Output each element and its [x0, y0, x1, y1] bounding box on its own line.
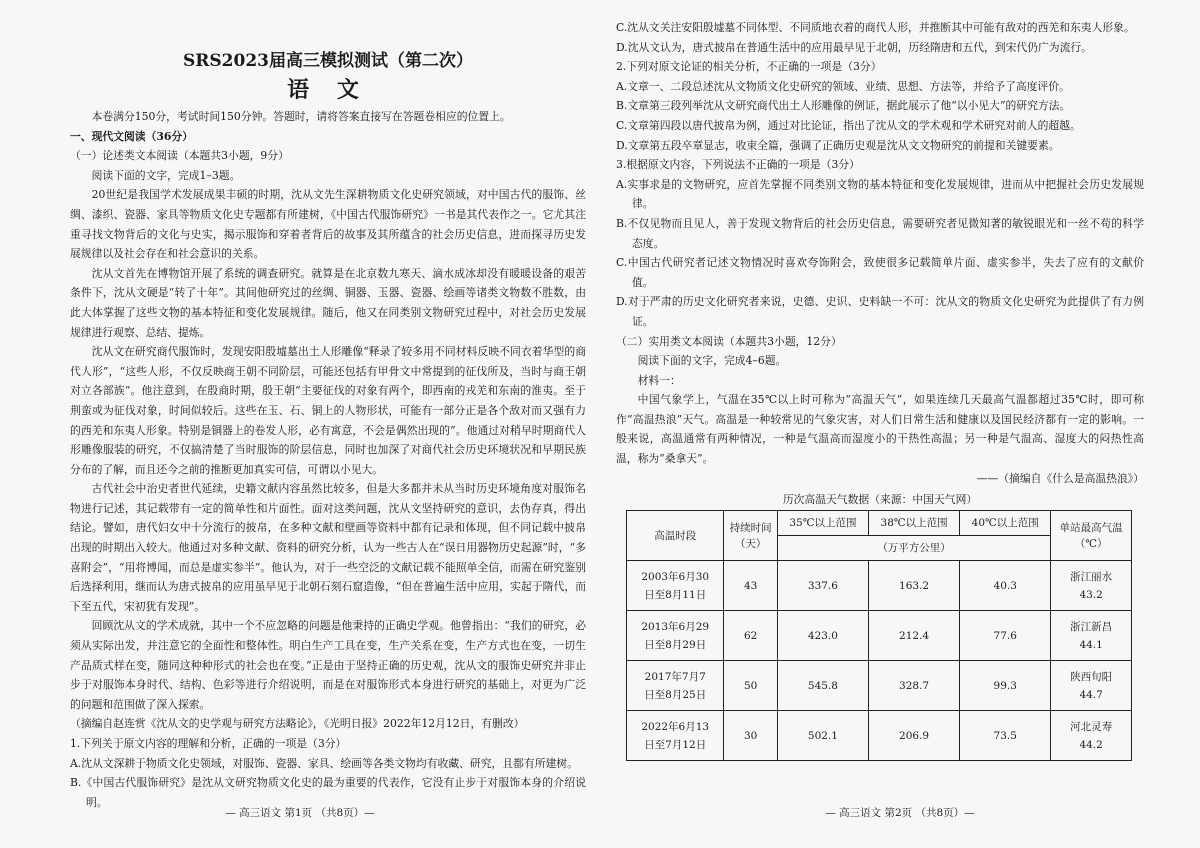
cell-period: 2017年7月7 日至8月25日	[627, 661, 724, 711]
question-2-option-a: A.文章一、二段总述沈从文物质文化史研究的领域、业绩、思想、方法等，并给予了高度评价。	[616, 79, 1070, 93]
header-above-35: 35℃以上范围	[777, 511, 868, 536]
cell-days: 43	[724, 561, 777, 611]
reading-instruction: 阅读下面的文字，完成4–6题。	[637, 354, 787, 368]
header-days: 持续时间（天）	[724, 511, 777, 561]
cell-period: 2013年6月29 日至8月29日	[627, 611, 724, 661]
subsection-heading: （二）实用类文本阅读（本题共3小题，12分）	[616, 334, 842, 348]
cell-max-temp: 浙江丽水 43.2	[1051, 561, 1132, 611]
passage-paragraph: 古代社会中治史者世代延续，史籍文献内容虽然比较多，但是大多都并未从当时历史环境角度对服饰名物进行记述，其记载带有一定的简单性和片面性。面对这类问题，沈从文坚持研究的意识，去伪存真，得出结论。譬如，唐代妇女中十分流行的披帛，在多种文献和壁画等资料中都有记录和体现，但不同记载中披帛出现的时期出入较大。他通过对多种文献、资料的研究分析，认为一些古人在“误日用器物历史起源”时，“多喜附会”，“用将博闻，而总是虚实参半”。他认为，对于一些空泛的文献记载不能照单全信，而需在研究鉴别后选择利用，继而认为唐式披帛的应用虽早见于北朝石刻石窟造像，“但在普遍生活中应用，实起于隋代，而下至五代，宋初犹有发现”。	[70, 482, 586, 613]
question-2-option-c: C.文章第四段以唐代披帛为例，通过对比论证，指出了沈从文的学术观和学术研究对前人的超越。	[616, 118, 1081, 132]
cell-above-38: 212.4	[869, 611, 960, 661]
cell-days: 62	[724, 611, 777, 661]
question-3-option-d: D.对于严肃的历史文化研究者来说，史德、史识、史料缺一不可：沈从文的物质文化史研究为此提供了有力例证。	[616, 295, 1144, 328]
question-1-option-a: A.沈从文深耕于物质文化史领域，对服饰、瓷器、家具、绘画等各类文物均有收藏、研究，且都有所建树。	[70, 756, 578, 770]
section-heading: 一、现代文阅读（36分）	[70, 129, 193, 143]
table-row	[627, 711, 1132, 761]
exam-title: SRS2023届高三模拟测试（第二次）	[183, 51, 473, 71]
cell-days: 30	[724, 711, 777, 761]
question-2-option-d: D.文章第五段卒章显志，收束全篇，强调了正确历史观是沈从文文物研究的前提和关键要素。	[616, 138, 1060, 152]
page-footer: — 高三语文 第2页 （共8页）—	[825, 807, 975, 819]
material-source: ——（摘编自《什么是高温热浪》）	[976, 471, 1144, 485]
cell-above-35: 502.1	[777, 711, 868, 761]
cell-above-38: 206.9	[869, 711, 960, 761]
material-paragraph: 中国气象学上，气温在35℃以上时可称为“高温天气”，如果连续几天最高气温都超过35℃时，即可称作“高温热浪”天气。高温是一种较常见的气象灾害，对人们日常生活和健康以及国民经济都有一定的影响。一般来说，高温通常有两种情况，一种是气温高而湿度小的干热性高温；另一种是气温高、湿度大的闷热性高温，称为“桑拿天”。	[616, 393, 1144, 466]
cell-above-35: 545.8	[777, 661, 868, 711]
cell-period: 2003年6月30 日至8月11日	[627, 561, 724, 611]
header-unit: （万平方公里）	[777, 536, 1050, 561]
question-2: 2.下列对原文论证的相关分析，不正确的一项是（3分）	[616, 60, 882, 74]
header-above-40: 40℃以上范围	[960, 511, 1051, 536]
question-3-option-a: A.实事求是的文物研究，应首先掌握不同类别文物的基本特征和变化发展规律，进而从中把握社会历史发展规律。	[616, 177, 1144, 211]
table-caption: 历次高温天气数据（来源：中国天气网）	[782, 493, 978, 507]
cell-above-40: 77.6	[960, 611, 1051, 661]
reading-instruction: 阅读下面的文字，完成1–3题。	[91, 168, 241, 182]
passage-source: （摘编自赵连赏《沈从文的史学观与研究方法略论》，《光明日报》2022年12月12日，有删改）	[70, 717, 525, 731]
page-2	[600, 0, 1200, 848]
cell-days: 50	[724, 661, 777, 711]
cell-above-35: 337.6	[777, 561, 868, 611]
cell-max-temp: 河北灵寿 44.2	[1051, 711, 1132, 761]
cell-above-40: 99.3	[960, 661, 1051, 711]
exam-subject: 语 文	[287, 77, 369, 103]
header-above-38: 38℃以上范围	[869, 511, 960, 536]
cell-above-35: 423.0	[777, 611, 868, 661]
question-1-option-c: C.沈从文关注安阳殷墟墓不同体型、不同质地衣着的商代人形，并推断其中可能有敌对的西羌和东夷人形象。	[616, 21, 1135, 34]
question-3-option-c: C.中国古代研究者记述文物情况时喜欢夸饰附会，致使很多记载简单片面、虚实参半，失去了应有的文献价值。	[616, 256, 1144, 289]
table-header-row	[627, 511, 1132, 536]
passage-paragraph: 20世纪是我国学术发展成果丰硕的时期，沈从文先生深耕物质文化史研究领域，对中国古代的服饰、丝绸、漆织、瓷器、家具等物质文化史专题都有所建树，《中国古代服饰研究》一书是其代表作之一。它尤其注重寻找文物背后的文化与史实，揭示服饰和穿着者背后的故事及其所蕴含的社会历史信息，进而探寻历史发展规律以及社会存在和社会意识的关系。	[70, 188, 586, 261]
cell-above-38: 163.2	[869, 561, 960, 611]
table-row	[627, 661, 1132, 711]
exam-intro: 本卷满分150分，考试时间150分钟。答题时，请将答案直接写在答题卷相应的位置上。	[91, 110, 511, 123]
cell-above-40: 73.5	[960, 711, 1051, 761]
header-period: 高温时段	[627, 511, 724, 561]
question-1-option-d: D.沈从文认为，唐式披帛在普通生活中的应用最早见于北朝，历经隋唐和五代，到宋代仍广为流行。	[616, 40, 1092, 54]
cell-period: 2022年6月13 日至7月12日	[627, 711, 724, 761]
passage-paragraph: 沈从文在研究商代服饰时，发现安阳殷墟墓出土人形雕像“释录了较多用不同材料反映不同衣着华型的商代人形”，“这些人形，不仅反映商王朝不同阶层，可能还包括有甲骨文中常提到的征伐所及，当时与商王朝对立各部族”。他注意到，在殷商时期，殷王朝“主要征伐的对象有两个，即西南的戎羌和东南的淮夷。至于荆蛮或为征伐对象，时间似较后。这些在玉、石、铜上的人物形状，可能有一部分正是各个敌对而又强有力的西羌和东夷人形象。特别是铜器上的卷发人形，必有寓意，不会是偶然出现的”。他通过对稍早时期商代人形雕像服装的研究，不仅搞清楚了当时服饰的阶层信息，同时也加深了对商代社会历史环境状况和早期民族分布的了解，而且还今之前的推断更加真实可信，可谓以小见大。	[70, 345, 586, 476]
cell-above-40: 40.3	[960, 561, 1051, 611]
table-row	[627, 611, 1132, 661]
cell-max-temp: 浙江新昌 44.1	[1051, 611, 1132, 661]
question-3-option-b: B.不仅见物而且见人，善于发现文物背后的社会历史信息，需要研究者见微知著的敏锐眼光和一丝不苟的科学态度。	[616, 216, 1144, 250]
question-1-option-b: B.《中国古代服饰研究》是沈从文研究物质文化史的最为重要的代表作，它没有止步于对服饰本身的介绍说明。	[70, 776, 586, 809]
table-row	[627, 561, 1132, 611]
heat-data-table	[626, 510, 1132, 761]
passage-paragraph: 回顾沈从文的学术成就，其中一个不应忽略的问题是他秉持的正确史学观。他曾指出：“我们的研究，必须从实际出发，并注意它的全面性和整体性。明白生产工具在变，生产关系在变，生产方式也在变，一切生产品质式样在变，随同这种种形式的社会也在变。”正是由于坚持正确的历史观，沈从文的服饰史研究并非止步于对服饰本身时代、结构、色彩等进行介绍说明，而是在对服饰形式本身进行研究的基础上，对更为广泛的问题和范围做了深入探索。	[70, 619, 586, 711]
subsection-heading: （一）论述类文本阅读（本题共3小题，9分）	[70, 149, 289, 163]
cell-above-38: 328.7	[869, 661, 960, 711]
passage-paragraph: 沈从文首先在博物馆开展了系统的调查研究。就算是在北京数九寒天、滴水成冰却没有暖暖设备的艰苦条件下，沈从文硬是“转了十年”。其间他研究过的丝绸、铜器、玉器、瓷器、绘画等诸类文物数不胜数，由此大体掌握了这些文物的基本特征和变化发展规律。随后，他又在同类别文物研究过程中，对社会历史发展规律进行观察、总结、提炼。	[70, 266, 586, 339]
header-max-temp: 单站最高气温（℃）	[1051, 511, 1132, 561]
question-1: 1.下列关于原文内容的理解和分析，正确的一项是（3分）	[70, 737, 347, 750]
page-footer: — 高三语文 第1页 （共8页）—	[225, 807, 375, 819]
cell-max-temp: 陕西旬阳 44.7	[1051, 661, 1132, 711]
question-2-option-b: B.文章第三段列举沈从文研究商代出土人形雕像的例证，据此展示了他“以小见大”的研究方法。	[616, 99, 1071, 113]
question-3: 3.根据原文内容，下列说法不正确的一项是（3分）	[616, 158, 860, 172]
material-label: 材料一：	[637, 373, 681, 387]
